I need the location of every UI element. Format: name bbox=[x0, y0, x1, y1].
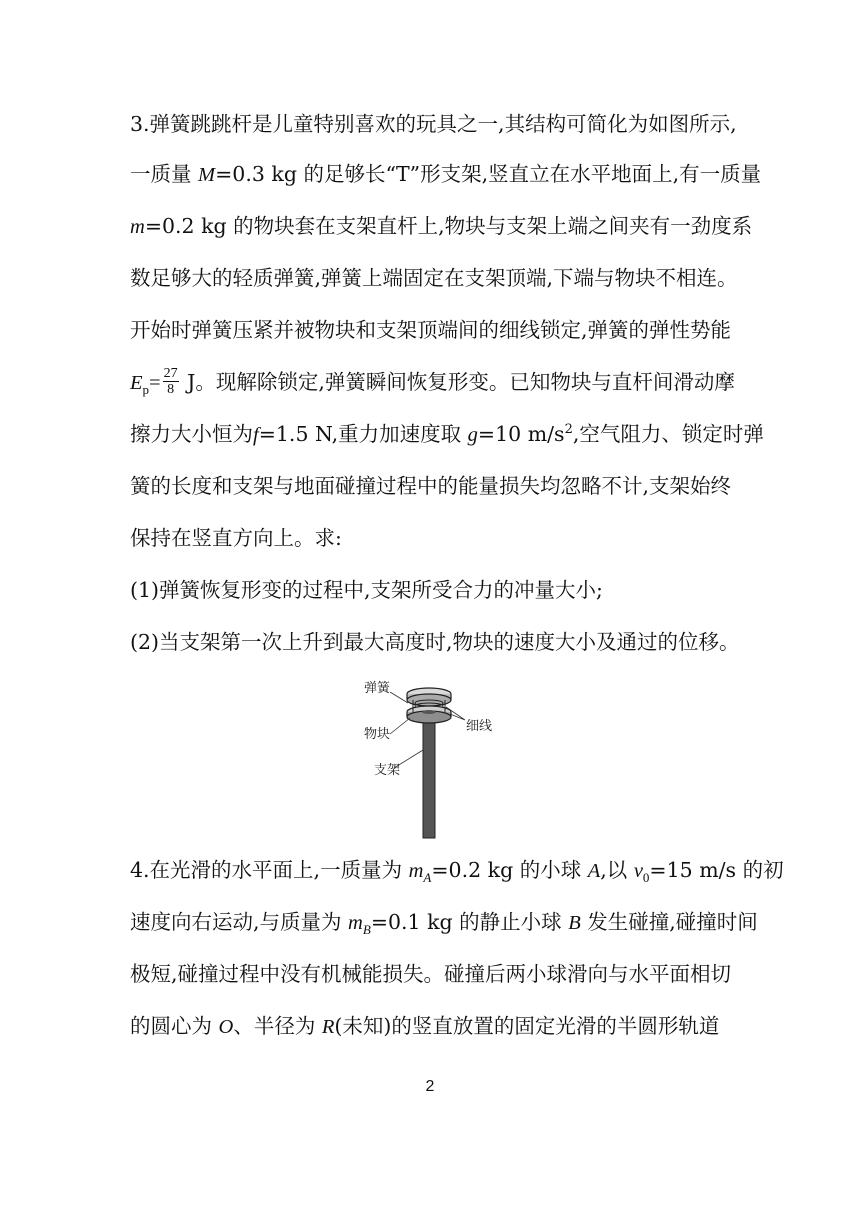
problem3-question-1: (1)弹簧恢复形变的过程中,支架所受合力的冲量大小; bbox=[130, 578, 603, 602]
problem4-line-2: 速度向右运动,与质量为 $m_B=0.1$ kg 的静止小球 B 发生碰撞,碰撞时间 bbox=[130, 910, 758, 938]
problem4-line-3: 极短,碰撞过程中没有机械能损失。碰撞后两小球滑向与水平面相切 bbox=[130, 962, 732, 986]
frame-pole bbox=[423, 716, 435, 838]
label-spring: 弹簧 bbox=[364, 681, 391, 696]
problem3-line-3: m=0.2 kg 的物块套在支架直杆上,物块与支架上端之间夹有一劲度系 bbox=[130, 214, 753, 238]
problem4-line-4: 的圆心为 O、半径为 R(未知)的竖直放置的固定光滑的半圆形轨道 bbox=[130, 1014, 720, 1038]
label-block: 物块 bbox=[364, 727, 391, 742]
problem3-line-1: 3.弹簧跳跳杆是儿童特别喜欢的玩具之一,其结构可简化为如图所示, bbox=[130, 112, 737, 136]
problem3-line-6: $E_p=$ $\frac{27}{8}$ J。现解除锁定,弹簧瞬间恢复形变。已知物块与直杆间滑动摩 bbox=[130, 366, 735, 398]
problem3-line-7: 擦力大小恒为f=1.5 N,重力加速度取 g=10 $m/s^2$,空气阻力、锁定时弹 bbox=[130, 422, 764, 446]
problem3-line-8: 簧的长度和支架与地面碰撞过程中的能量损失均忽略不计,支架始终 bbox=[130, 474, 732, 498]
energy-fraction: $\frac{27}{8}$ bbox=[163, 366, 178, 397]
problem3-question-2: (2)当支架第一次上升到最大高度时,物块的速度大小及通过的位移。 bbox=[130, 630, 740, 654]
label-string: 细线 bbox=[466, 719, 493, 734]
problem3-line-5: 开始时弹簧压紧并被物块和支架顶端间的细线锁定,弹簧的弹性势能 bbox=[130, 318, 732, 342]
problem3-line-9: 保持在竖直方向上。求: bbox=[130, 526, 342, 550]
problem4-line-1: 4.在光滑的水平面上,一质量为 $m_A=0.2$ kg 的小球 A,以 $v_0=15$ m/s 的初 bbox=[130, 858, 784, 886]
page-number: 2 bbox=[425, 1078, 435, 1095]
problem3-line-2: 一质量 M=0.3 kg 的足够长“T”形支架,竖直立在水平地面上,有一质量 bbox=[130, 162, 762, 186]
problem3-line-4: 数足够大的轻质弹簧,弹簧上端固定在支架顶端,下端与物块不相连。 bbox=[130, 266, 738, 290]
pogo-stick-figure bbox=[350, 670, 510, 842]
label-frame: 支架 bbox=[374, 763, 401, 778]
